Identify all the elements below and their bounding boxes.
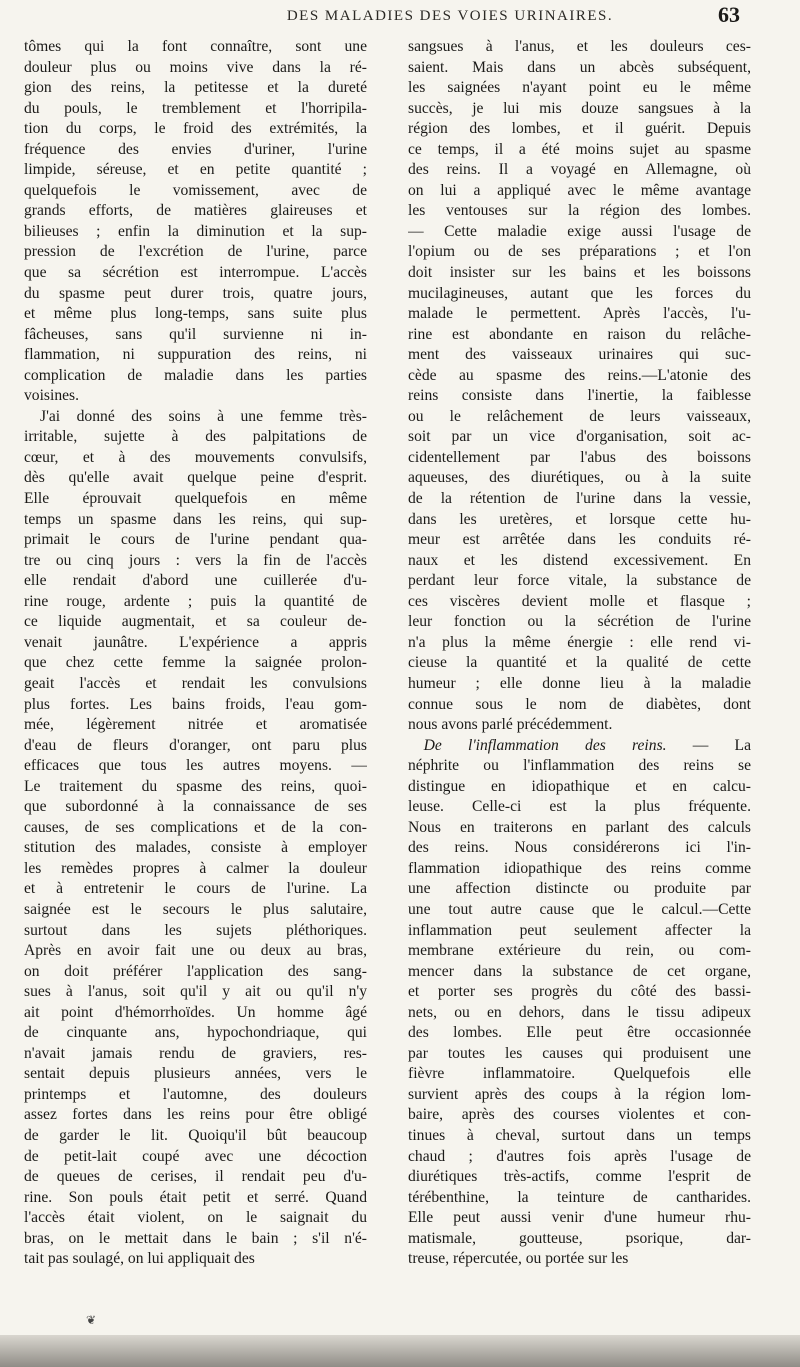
text-line: meur est arrêtée dans les conduits ré-: [408, 531, 751, 549]
text-line: dans les uretères, et lorsque cette hu-: [408, 510, 751, 528]
text-line: fâcheuses, sans qu'il survienne ni in-: [24, 325, 367, 343]
text-line: malade le permettent. Après l'accès, l'u-: [408, 305, 751, 323]
text-line: on lui a appliqué avec le même avantage: [408, 181, 751, 199]
text-line: gion des reins, la petitesse et la dureté: [24, 79, 367, 97]
text-line: et même plus long-temps, sans suite plus: [24, 305, 367, 323]
text-line: flammation idiopathique des reins comme: [408, 859, 751, 877]
text-line: irritable, sujette à des palpitations de: [24, 428, 367, 446]
text-line: Elle éprouvait quelquefois en même: [24, 490, 367, 508]
text-line: treuse, répercutée, ou portée sur les: [408, 1250, 629, 1268]
text-line: distingue en idiopathique et en calcu-: [408, 777, 751, 795]
text-line: matismale, goutteuse, psorique, dar-: [408, 1229, 751, 1247]
text-line: Nous en traiterons en parlant des calculs: [408, 818, 751, 836]
text-line: diurétiques très-actifs, comme l'esprit de: [408, 1168, 751, 1186]
text-line: n'a plus la même énergie : elle rend vi-: [408, 633, 751, 651]
text-line: dès qu'elle avait quelque peine d'esprit.: [24, 469, 367, 487]
text-line: leur fonction ou la sécrétion de l'urine: [408, 613, 751, 631]
text-line: d'eau de fleurs d'oranger, ont paru plus: [24, 736, 367, 754]
text-line: térébenthine, la teinture de cantharides.: [408, 1188, 751, 1206]
text-line: de cinquante ans, hypochondriaque, qui: [24, 1024, 367, 1042]
text-line: printemps et l'automne, des douleurs: [24, 1085, 367, 1103]
text-line: ait point d'hémorrhoïdes. Un homme âgé: [24, 1003, 367, 1021]
text-line: une affection distincte ou produite par: [408, 880, 751, 898]
text-line: De l'inflammation des reins. — La: [423, 736, 751, 754]
text-line: stitution des malades, consiste à employer: [24, 839, 367, 857]
right-text-column: [408, 37, 751, 1270]
text-line: douleur plus ou moins vive dans la ré-: [24, 58, 367, 76]
text-line: J'ai donné des soins à une femme très-: [40, 407, 367, 425]
text-line: ment des vaisseaux urinaires qui suc-: [408, 346, 751, 364]
text-line: soit par un vice d'organisation, soit ac-: [408, 428, 751, 446]
text-line: que sa sécrétion est interrompue. L'accès: [24, 264, 367, 282]
text-line: elle rendait d'abord une cuillerée d'u-: [24, 572, 367, 590]
text-line: grands efforts, de matières glaireuses et: [24, 202, 367, 220]
text-line: flammation, ni suppuration des reins, ni: [24, 346, 367, 364]
text-line: rine rouge, ardente ; puis la quantité de: [24, 592, 367, 610]
text-line: quelquefois le vomissement, avec de: [24, 181, 367, 199]
text-line: on doit préférer l'application des sang-: [24, 962, 367, 980]
text-line: assez fortes dans les reins pour être obligé: [24, 1106, 367, 1124]
text-line: cidentellement par l'abus des boissons: [408, 448, 751, 466]
text-line: — Cette maladie exige aussi l'usage de: [408, 222, 751, 240]
text-line: humeur ; elle donne lieu à la maladie: [408, 674, 751, 692]
text-line: les ventouses sur la région des lombes.: [408, 202, 751, 220]
text-line: survient après des coups à la région lom-: [408, 1085, 751, 1103]
text-line: surtout dans les sujets pléthoriques.: [24, 921, 367, 939]
text-line: limpide, séreuse, et en petite quantité ;: [24, 161, 367, 179]
text-line: de petit-lait coupé avec une décoction: [24, 1147, 367, 1165]
text-line: une tout autre cause que le calcul.—Cette: [408, 900, 751, 918]
text-line: nets, ou en dehors, dans le tissu adipeux: [408, 1003, 751, 1021]
text-line: les saignées n'ayant point eu le même: [408, 79, 751, 97]
text-line: saient. Mais dans un abcès subséquent,: [408, 58, 751, 76]
text-line: n'avait jamais rendu de graviers, res-: [24, 1044, 367, 1062]
ornament-mark: ❦: [86, 1313, 97, 1327]
text-line: région des lombes, et il guérit. Depuis: [408, 120, 751, 138]
text-line: et porter ses progrès du côté des bassi-: [408, 983, 751, 1001]
text-line: perdant leur force vitale, la substance de: [408, 572, 751, 590]
page-number: 63: [718, 2, 740, 27]
text-line: fièvre inflammatoire. Quelquefois elle: [408, 1065, 751, 1083]
text-line: et à entretenir le cours de l'urine. La: [24, 880, 367, 898]
text-line: sangsues à l'anus, et les douleurs ces-: [408, 38, 751, 55]
text-line: naux et les distend excessivement. En: [408, 551, 751, 569]
text-line: des reins. Nous considérerons ici l'in-: [408, 839, 751, 857]
text-line: venait jaunâtre. L'expérience a appris: [24, 633, 367, 651]
text-line: cieuse la quantité et la qualité de cette: [408, 654, 751, 672]
text-line: ce temps, il a été moins sujet au spasme: [408, 140, 751, 158]
text-line: de queues de cerises, il rendait peu d'u-: [24, 1168, 367, 1186]
text-line: tre ou cinq jours : vers la fin de l'accès: [24, 551, 367, 569]
text-line: geait l'accès et rendait les convulsions: [24, 674, 367, 692]
text-line: les remèdes propres à calmer la douleur: [24, 859, 367, 877]
page-edge-shadow: [0, 1335, 800, 1367]
text-line: ce liquide augmentait, et sa couleur de-: [24, 613, 367, 631]
text-line: Elle peut aussi venir d'une humeur rhu-: [408, 1209, 751, 1227]
text-line: rine est abondante en raison du relâche-: [408, 325, 751, 343]
text-line: de garder le lit. Quoiqu'il bût beaucoup: [24, 1126, 367, 1144]
text-line: baire, après des courses violentes et con-: [408, 1106, 751, 1124]
text-line: causes, de ses complications et de la con-: [24, 818, 367, 836]
text-line: bras, on le mettait dans le bain ; s'il n'é-: [24, 1229, 367, 1247]
text-line: voisines.: [24, 387, 80, 405]
text-line: mucilagineuses, autant que les forces du: [408, 284, 751, 302]
text-line: fréquence des envies d'uriner, l'urine: [24, 140, 367, 158]
text-line: plus fortes. Les bains froids, l'eau gom-: [24, 695, 367, 713]
text-line: rine. Son pouls était petit et serré. Quand: [24, 1188, 367, 1206]
text-line: temps un spasme dans les reins, qui sup-: [24, 510, 367, 528]
left-text-column: [24, 37, 367, 1270]
text-line: que chez cette femme la saignée prolon-: [24, 654, 367, 672]
text-line: du spasme peut durer trois, quatre jours,: [24, 284, 367, 302]
text-line: tait pas soulagé, on lui appliquait des: [24, 1250, 255, 1268]
text-line: primait le cours de l'urine pendant qua-: [24, 531, 367, 549]
text-line: que subordonné à la connaissance de ses: [24, 798, 367, 816]
text-line: aqueuses, des diurétiques, ou à la suite: [408, 469, 751, 487]
text-line: mée, légèrement nitrée et aromatisée: [24, 716, 367, 734]
text-line: bilieuses ; enfin la diminution et la sup-: [24, 222, 367, 240]
text-line: l'opium ou de ses préparations ; et l'on: [408, 243, 751, 261]
text-line: efficaces que tous les autres moyens. —: [24, 757, 367, 775]
text-line: tômes qui la font connaître, sont une: [24, 38, 367, 55]
text-line: de la rétention de l'urine dans la vessie,: [408, 490, 751, 508]
text-line: connue sous le nom de diabètes, dont: [408, 695, 751, 713]
text-line: cède au spasme des reins.—L'atonie des: [408, 366, 751, 384]
text-line: cœur, et à des mouvements convulsifs,: [24, 448, 367, 466]
text-line: succès, je lui mis douze sangsues à la: [408, 99, 751, 117]
text-line: chaud ; d'autres fois après l'usage de: [408, 1147, 751, 1165]
text-line: ces viscères devient molle et flasque ;: [408, 592, 751, 610]
text-line: saignée est le secours le plus salutaire,: [24, 900, 367, 918]
text-line: doit insister sur les bains et les boissons: [408, 264, 751, 282]
text-line: mencer dans la substance de cet organe,: [408, 962, 751, 980]
text-line: par toutes les causes qui produisent une: [408, 1044, 751, 1062]
text-line: du pouls, le tremblement et l'horripila-: [24, 99, 367, 117]
text-line: pression de l'excrétion de l'urine, parce: [24, 243, 367, 261]
text-line: leuse. Celle-ci est la plus fréquente.: [408, 798, 751, 816]
text-line: nous avons parlé précédemment.: [408, 716, 613, 734]
text-line: sues à l'anus, soit qu'il y ait ou qu'il n'y: [24, 983, 367, 1001]
text-line: complication de maladie dans les parties: [24, 366, 367, 384]
text-line: Après en avoir fait une ou deux au bras,: [24, 942, 367, 960]
text-line: Le traitement du spasme des reins, quoi-: [24, 777, 367, 795]
text-line: sentait depuis plusieurs années, vers le: [24, 1065, 367, 1083]
text-line: des lombes. Elle peut être occasionnée: [408, 1024, 751, 1042]
text-line: tion du corps, le froid des extrémités, la: [24, 120, 367, 138]
running-head: DES MALADIES DES VOIES URINAIRES.: [286, 8, 614, 24]
text-line: des reins. Il a voyagé en Allemagne, où: [408, 161, 751, 179]
text-line: tinues à cheval, surtout dans un temps: [408, 1126, 751, 1144]
section-heading: De l'inflammation des reins.: [423, 736, 667, 754]
text-line: ou le relâchement de leurs vaisseaux,: [408, 407, 751, 425]
text-line: l'accès était violent, on le saignait du: [24, 1209, 367, 1227]
text-line: néphrite ou l'inflammation des reins se: [408, 757, 751, 775]
text-line: reins consiste dans l'inertie, la faiblesse: [408, 387, 751, 405]
text-line: membrane extérieure du rein, ou com-: [408, 942, 751, 960]
text-line: inflammation peut seulement affecter la: [408, 921, 751, 939]
